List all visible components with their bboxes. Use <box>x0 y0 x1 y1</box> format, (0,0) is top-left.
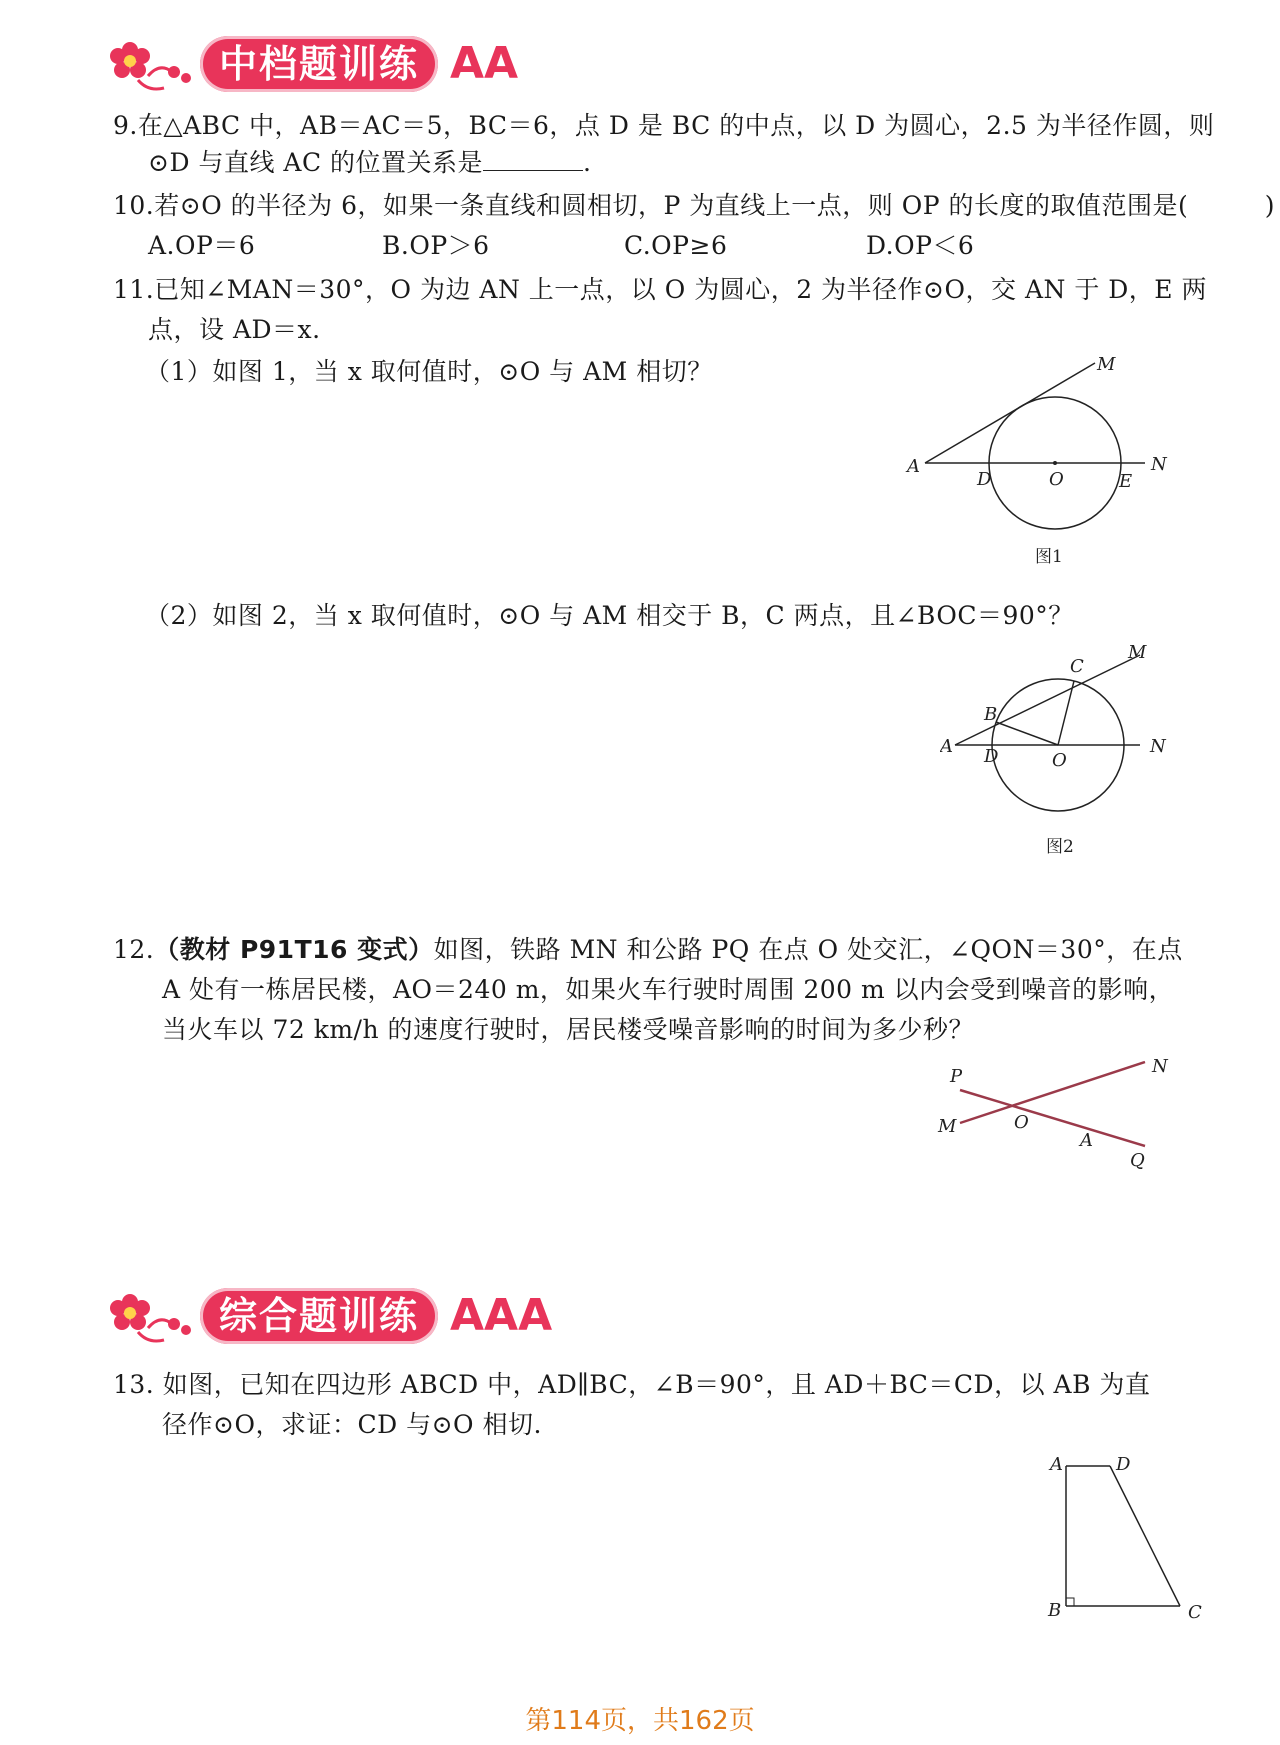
page-number: 第114页，共162页 <box>525 1706 755 1736</box>
label-O: O <box>1014 1112 1029 1133</box>
figure-2 <box>940 640 1200 860</box>
label-A: A <box>1050 1454 1063 1475</box>
label-C: C <box>1070 656 1084 677</box>
label-A: A <box>1080 1130 1093 1151</box>
figure-1-caption: 图1 <box>1035 547 1063 567</box>
label-C: C <box>1188 1602 1202 1623</box>
label-D: D <box>1116 1454 1131 1475</box>
label-D: D <box>984 746 999 767</box>
section-title: 中档题训练 <box>200 36 438 92</box>
label-M: M <box>1097 354 1116 375</box>
label-D: D <box>977 469 992 490</box>
question-13-line-2: 径作⊙O，求证：CD 与⊙O 相切. <box>162 1410 542 1439</box>
option-a[interactable]: A.OP＝6 <box>148 231 256 260</box>
option-c[interactable]: C.OP≥6 <box>624 231 728 260</box>
difficulty-level: AA <box>450 38 519 89</box>
label-B: B <box>984 704 998 725</box>
question-11-line-1: 11.已知∠MAN＝30°，O 为边 AN 上一点，以 O 为圆心，2 为半径作⊙O，交 AN 于 D，E 两 <box>113 275 1208 304</box>
question-11-part-1: （1）如图 1，当 x 取何值时，⊙O 与 AM 相切？ <box>145 357 713 386</box>
option-b[interactable]: B.OP＞6 <box>382 231 490 260</box>
label-B: B <box>1048 1600 1062 1621</box>
section-banner-medium <box>108 32 528 96</box>
question-10-options <box>148 226 1048 266</box>
label-N: N <box>1152 1058 1168 1077</box>
label-A: A <box>940 736 953 757</box>
question-11-line-2: 点，设 AD＝x. <box>148 315 321 344</box>
figure-4 <box>1040 1448 1240 1648</box>
figure-1 <box>895 350 1195 580</box>
label-P: P <box>950 1066 963 1087</box>
label-N: N <box>1151 454 1167 475</box>
question-12-line-1 <box>113 930 1183 970</box>
question-12-line-3: 当火车以 72 km/h 的速度行驶时，居民楼受噪音影响的时间为多少秒？ <box>162 1015 975 1044</box>
question-13-line-1: 13. 如图，已知在四边形 ABCD 中，AD∥BC，∠B＝90°，且 AD＋BC＝CD，以 AB 为直 <box>113 1370 1151 1399</box>
label-M: M <box>1128 642 1147 663</box>
label-Q: Q <box>1130 1150 1145 1171</box>
label-E: E <box>1119 471 1133 492</box>
figure-3 <box>930 1058 1190 1178</box>
section-title: 综合题训练 <box>200 1288 438 1344</box>
answer-blank[interactable] <box>483 144 583 171</box>
question-11-part-2: （2）如图 2，当 x 取何值时，⊙O 与 AM 相交于 B，C 两点，且∠BOC＝90°？ <box>145 601 1074 630</box>
option-d[interactable]: D.OP＜6 <box>866 231 975 260</box>
flower-icon <box>108 32 198 96</box>
question-12-number: 12. <box>113 935 155 964</box>
difficulty-level: AAA <box>450 1290 553 1341</box>
label-O: O <box>1052 750 1067 771</box>
question-9-end: . <box>583 148 592 177</box>
question-9-line-2 <box>148 143 591 183</box>
textbook-tag: （教材 P91T16 变式） <box>154 935 434 964</box>
flower-icon <box>108 1284 198 1348</box>
label-A: A <box>907 456 920 477</box>
figure-2-caption: 图2 <box>1046 837 1074 857</box>
label-N: N <box>1150 736 1166 757</box>
label-M: M <box>938 1116 957 1137</box>
section-banner-comprehensive <box>108 1284 568 1348</box>
label-O: O <box>1049 469 1064 490</box>
question-12-text: 如图，铁路 MN 和公路 PQ 在点 O 处交汇，∠QON＝30°，在点 <box>433 935 1183 964</box>
question-9-text: ⊙D 与直线 AC 的位置关系是 <box>148 148 484 177</box>
question-9-line-1: 9.在△ABC 中，AB＝AC＝5，BC＝6，点 D 是 BC 的中点，以 D 为圆心，2.5 为半径作圆，则 <box>113 111 1215 140</box>
question-12-line-2: A 处有一栋居民楼，AO＝240 m，如果火车行驶时周围 200 m 以内会受到噪音的影响， <box>162 975 1175 1004</box>
question-10-stem: 10.若⊙O 的半径为 6，如果一条直线和圆相切，P 为直线上一点，则 OP 的长度的取值范围是( ) <box>113 191 1275 220</box>
